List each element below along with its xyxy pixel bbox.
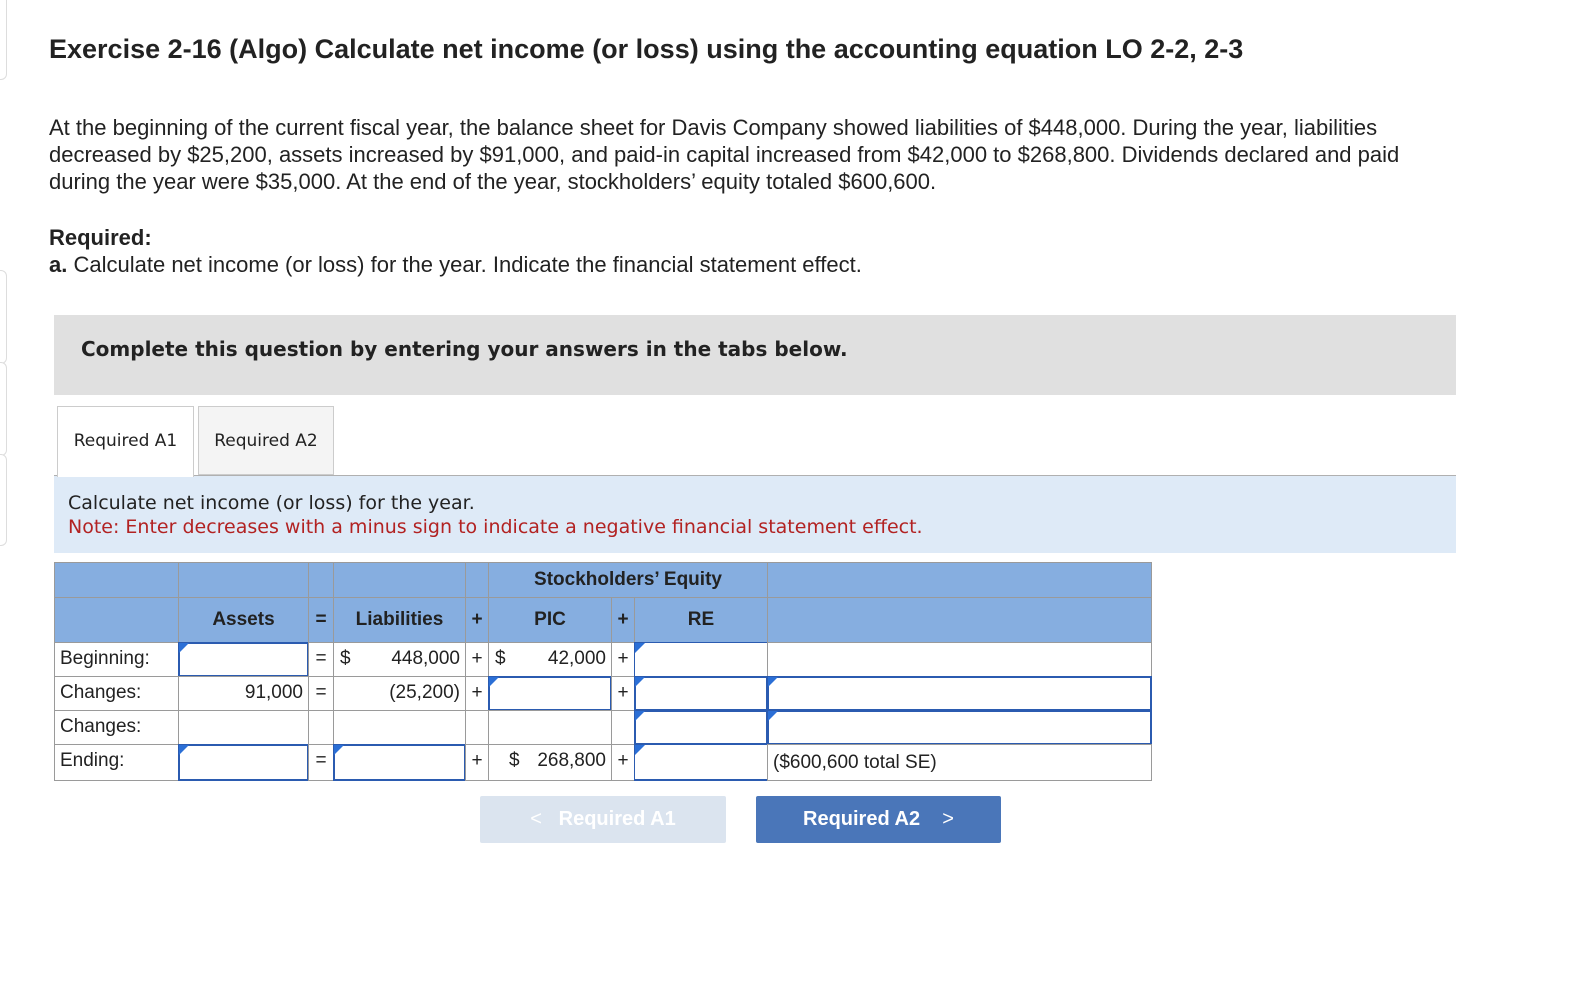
empty-cell [488, 710, 612, 745]
empty-cell [611, 710, 635, 745]
stockholders-equity-header: Stockholders’ Equity [488, 562, 768, 598]
plus-sign: + [465, 744, 489, 781]
required-a-text: Calculate net income (or loss) for the year. Indicate the financial statement effect. [73, 252, 862, 277]
ending-re-input[interactable] [634, 744, 768, 781]
chevron-left-icon: < [530, 808, 542, 830]
equals-sign: = [308, 642, 334, 677]
beginning-re-input[interactable] [634, 642, 768, 677]
assets-header: Assets [178, 597, 309, 643]
beginning-assets-input[interactable] [178, 642, 309, 677]
pic-header: PIC [488, 597, 612, 643]
left-edge-tab [0, 0, 7, 80]
plus-header: + [611, 597, 635, 643]
beginning-pic-amount: 42,000 [547, 648, 606, 669]
header-extra-blank [767, 562, 1152, 598]
ending-assets-input[interactable] [178, 744, 309, 781]
left-edge-tab [0, 362, 7, 456]
plus-sign: + [465, 642, 489, 677]
header-eq-blank [308, 562, 334, 598]
instruction-note: Note: Enter decreases with a minus sign to indicate a negative financial statement effect. [68, 516, 923, 538]
header-assets-blank [178, 562, 309, 598]
plus-header: + [465, 597, 489, 643]
next-button-label: Required A2 [803, 808, 921, 830]
instruction-text: Calculate net income (or loss) for the year. [68, 492, 475, 514]
changes2-re-input[interactable] [634, 710, 768, 745]
row-label-changes: Changes: [54, 676, 179, 711]
left-edge-tab [0, 270, 7, 364]
tab-required-a2[interactable]: Required A2 [198, 406, 334, 475]
dollar-sign: $ [340, 648, 351, 669]
row-label-beginning: Beginning: [54, 642, 179, 677]
dollar-sign: $ [495, 648, 506, 669]
total-se-note: ($600,600 total SE) [767, 744, 1152, 781]
changes-liabilities-value: (25,200) [333, 676, 466, 711]
dollar-sign: $ [509, 750, 520, 771]
plus-sign: + [611, 642, 635, 677]
instruction-panel [54, 476, 1456, 553]
beginning-extra-cell [767, 642, 1152, 677]
instruction-banner [54, 315, 1456, 395]
beginning-liabilities-amount: 448,000 [391, 648, 460, 669]
exercise-prompt: At the beginning of the current fiscal year, the balance sheet for Davis Company showed liabilities of $448,000. During the year, liabilities decreased by $25,200, assets increased by $91,000, and paid-in capital increased from $42,000 to $268,800. Dividends declared and paid during the year were $35,000. At the end of the year, stockholders’ equity totaled $600,600. [49, 115, 1400, 194]
exercise-title: Exercise 2-16 (Algo) Calculate net income (or loss) using the accounting equation LO 2-2, 2-3 [49, 34, 1244, 64]
plus-sign: + [465, 676, 489, 711]
plus-sign: + [611, 676, 635, 711]
equals-sign: = [308, 676, 334, 711]
changes-assets-value: 91,000 [178, 676, 309, 711]
re-header: RE [634, 597, 768, 643]
left-edge-tab [0, 454, 7, 546]
empty-cell [308, 710, 334, 745]
required-heading: Required: [49, 225, 152, 250]
ending-pic-amount: 268,800 [537, 750, 606, 771]
accounting-equation-table [54, 562, 1152, 781]
row-label-ending: Ending: [54, 744, 179, 781]
next-required-a2-button[interactable] [756, 796, 1001, 843]
chevron-right-icon: > [942, 808, 954, 830]
changes-pic-input[interactable] [488, 676, 612, 711]
header-label-blank [54, 562, 179, 598]
prev-required-a1-button[interactable] [480, 796, 726, 843]
row-label-changes: Changes: [54, 710, 179, 745]
plus-sign: + [611, 744, 635, 781]
banner-text: Complete this question by entering your answers in the tabs below. [81, 337, 848, 361]
empty-cell [178, 710, 309, 745]
changes-re-input[interactable] [634, 676, 768, 711]
prev-button-label: Required A1 [558, 808, 676, 830]
liabilities-header: Liabilities [333, 597, 466, 643]
beginning-liabilities-value [333, 642, 466, 677]
required-a [49, 252, 862, 278]
beginning-pic-value [488, 642, 612, 677]
changes2-explanation-input[interactable] [767, 710, 1152, 745]
changes-explanation-input[interactable] [767, 676, 1152, 711]
header-extra-col [767, 597, 1152, 643]
empty-cell [333, 710, 466, 745]
ending-liabilities-input[interactable] [333, 744, 466, 781]
equals-header: = [308, 597, 334, 643]
required-a-prefix: a. [49, 252, 68, 277]
ending-pic-value [488, 744, 612, 781]
header-label-col [54, 597, 179, 643]
header-plus-blank [465, 562, 489, 598]
equals-sign: = [308, 744, 334, 781]
empty-cell [465, 710, 489, 745]
tab-required-a1[interactable]: Required A1 [57, 406, 194, 477]
header-liab-blank [333, 562, 466, 598]
